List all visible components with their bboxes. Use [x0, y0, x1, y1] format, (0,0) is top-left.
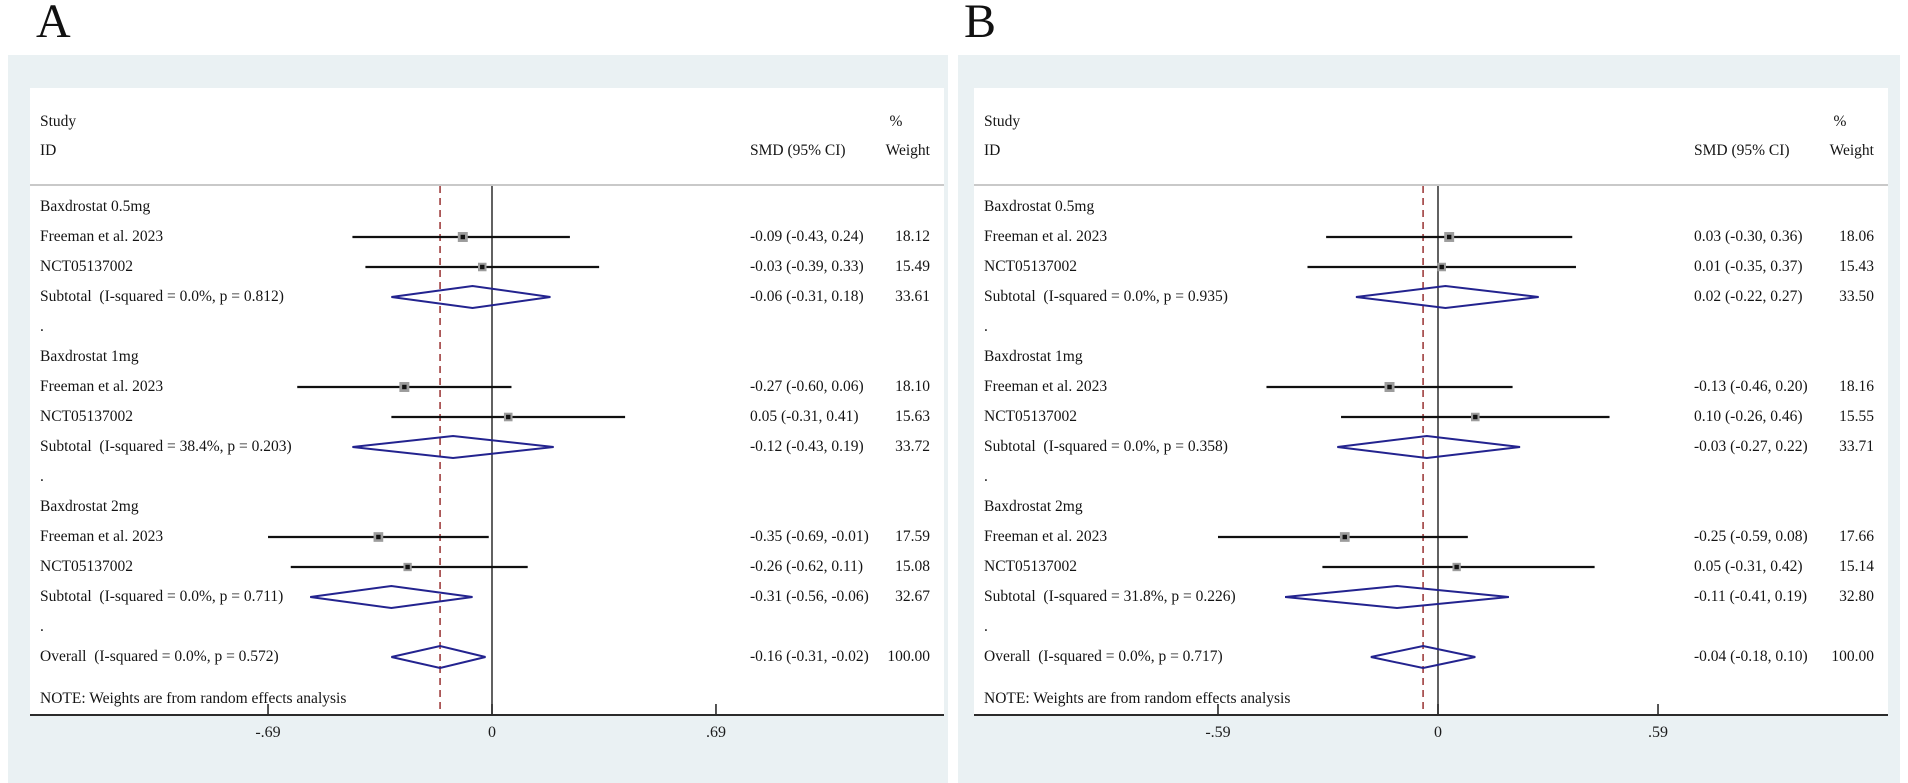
study-row-ci-text: -0.25 (-0.59, 0.08): [1694, 528, 1808, 545]
subtotal-diamond: [391, 286, 550, 308]
x-axis-tick-label: .69: [705, 724, 726, 741]
study-row-ci-text: -0.03 (-0.39, 0.33): [750, 258, 864, 275]
column-header-weight: Weight: [885, 142, 930, 159]
study-row-weight: 18.16: [1839, 378, 1874, 395]
group-label: Baxdrostat 2mg: [40, 498, 139, 515]
study-row-weight: 15.49: [895, 258, 930, 275]
study-row-weight: 15.63: [895, 408, 930, 425]
panel-b-letter: B: [964, 0, 997, 48]
study-row-weight: 18.12: [895, 228, 930, 245]
subtotal-row-label: Subtotal (I-squared = 0.0%, p = 0.935): [984, 288, 1228, 305]
study-row-weight: 18.06: [1839, 228, 1874, 245]
subtotal-row-ci-text: -0.11 (-0.41, 0.19): [1694, 588, 1808, 605]
column-header-effect: SMD (95% CI): [750, 142, 846, 159]
forest-panel-b: [958, 55, 1900, 783]
study-row-ci-text: 0.01 (-0.35, 0.37): [1694, 258, 1803, 275]
column-header-percent: %: [889, 113, 903, 130]
overall-row-weight: 100.00: [887, 648, 930, 665]
group-label: Baxdrostat 1mg: [984, 348, 1083, 365]
overall-row-weight: 100.00: [1831, 648, 1874, 665]
subtotal-row-label: Subtotal (I-squared = 38.4%, p = 0.203): [40, 438, 292, 455]
study-row-label: Freeman et al. 2023: [984, 528, 1108, 545]
column-header-weight: Weight: [1829, 142, 1874, 159]
column-header-effect: SMD (95% CI): [1694, 142, 1790, 159]
subtotal-diamond: [1285, 586, 1509, 608]
study-row-label: Freeman et al. 2023: [40, 378, 164, 395]
overall-diamond: [391, 646, 485, 668]
study-row-ci-text: -0.35 (-0.69, -0.01): [750, 528, 869, 545]
study-row-weight: 15.55: [1839, 408, 1874, 425]
subtotal-row-label: Subtotal (I-squared = 0.0%, p = 0.812): [40, 288, 284, 305]
study-row-weight: 17.59: [895, 528, 930, 545]
subtotal-row-ci-text: -0.06 (-0.31, 0.18): [750, 288, 864, 305]
panel-a-letter: A: [36, 0, 71, 48]
spacer-dot: .: [40, 468, 44, 485]
column-header-id: ID: [40, 142, 57, 159]
effect-marker-center: [506, 415, 510, 419]
subtotal-row-ci-text: -0.31 (-0.56, -0.06): [750, 588, 869, 605]
spacer-dot: .: [984, 618, 988, 635]
study-row-label: NCT05137002: [984, 258, 1077, 275]
study-row-weight: 15.14: [1839, 558, 1874, 575]
subtotal-row-label: Subtotal (I-squared = 0.0%, p = 0.358): [984, 438, 1228, 455]
subtotal-row-ci-text: -0.03 (-0.27, 0.22): [1694, 438, 1808, 455]
effect-marker-center: [1447, 235, 1451, 239]
study-row-weight: 18.10: [895, 378, 930, 395]
effect-marker-center: [1473, 415, 1477, 419]
spacer-dot: .: [984, 318, 988, 335]
study-row-ci-text: -0.13 (-0.46, 0.20): [1694, 378, 1808, 395]
study-row-label: Freeman et al. 2023: [40, 228, 164, 245]
spacer-dot: .: [984, 468, 988, 485]
study-row-ci-text: -0.09 (-0.43, 0.24): [750, 228, 864, 245]
effect-marker-center: [402, 385, 406, 389]
plot-area: [974, 88, 1888, 716]
group-label: Baxdrostat 1mg: [40, 348, 139, 365]
overall-row-ci-text: -0.04 (-0.18, 0.10): [1694, 648, 1808, 665]
effect-marker-center: [1387, 385, 1391, 389]
subtotal-row-label: Subtotal (I-squared = 31.8%, p = 0.226): [984, 588, 1236, 605]
overall-row-label: Overall (I-squared = 0.0%, p = 0.572): [40, 648, 279, 665]
weights-note: NOTE: Weights are from random effects analysis: [40, 690, 347, 707]
study-row-ci-text: 0.05 (-0.31, 0.41): [750, 408, 859, 425]
study-row-ci-text: 0.05 (-0.31, 0.42): [1694, 558, 1803, 575]
subtotal-diamond: [352, 436, 553, 458]
subtotal-row-weight: 32.67: [895, 588, 930, 605]
subtotal-row-ci-text: 0.02 (-0.22, 0.27): [1694, 288, 1803, 305]
effect-marker-center: [1343, 535, 1347, 539]
study-row-label: Freeman et al. 2023: [984, 378, 1108, 395]
study-row-ci-text: 0.10 (-0.26, 0.46): [1694, 408, 1803, 425]
group-label: Baxdrostat 0.5mg: [984, 198, 1095, 215]
study-row-ci-text: -0.26 (-0.62, 0.11): [750, 558, 864, 575]
subtotal-row-weight: 33.71: [1839, 438, 1874, 455]
effect-marker-center: [480, 265, 484, 269]
spacer-dot: .: [40, 618, 44, 635]
effect-marker-center: [1454, 565, 1458, 569]
subtotal-row-weight: 33.50: [1839, 288, 1874, 305]
effect-marker-center: [405, 565, 409, 569]
subtotal-diamond: [1356, 286, 1539, 308]
effect-marker-center: [376, 535, 380, 539]
study-row-weight: 15.43: [1839, 258, 1874, 275]
spacer-dot: .: [40, 318, 44, 335]
column-header-percent: %: [1833, 113, 1847, 130]
study-row-label: Freeman et al. 2023: [40, 528, 164, 545]
study-row-label: NCT05137002: [40, 408, 133, 425]
study-row-label: NCT05137002: [984, 408, 1077, 425]
overall-row-ci-text: -0.16 (-0.31, -0.02): [750, 648, 869, 665]
x-axis-tick-label: -.59: [1205, 724, 1231, 741]
study-row-label: Freeman et al. 2023: [984, 228, 1108, 245]
column-header-study: Study: [984, 113, 1021, 130]
x-axis-tick-label: 0: [488, 724, 496, 741]
effect-marker-center: [461, 235, 465, 239]
x-axis-tick-label: .59: [1648, 724, 1668, 741]
overall-row-label: Overall (I-squared = 0.0%, p = 0.717): [984, 648, 1223, 665]
subtotal-diamond: [310, 586, 472, 608]
effect-marker-center: [1440, 265, 1444, 269]
x-axis-tick-label: 0: [1434, 724, 1442, 741]
subtotal-row-label: Subtotal (I-squared = 0.0%, p = 0.711): [40, 588, 284, 605]
study-row-label: NCT05137002: [40, 258, 133, 275]
study-row-weight: 17.66: [1839, 528, 1874, 545]
study-row-label: NCT05137002: [984, 558, 1077, 575]
column-header-id: ID: [984, 142, 1001, 159]
plot-area: [30, 88, 944, 716]
study-row-ci-text: -0.27 (-0.60, 0.06): [750, 378, 864, 395]
subtotal-row-weight: 33.61: [895, 288, 930, 305]
subtotal-row-ci-text: -0.12 (-0.43, 0.19): [750, 438, 864, 455]
group-label: Baxdrostat 0.5mg: [40, 198, 151, 215]
weights-note: NOTE: Weights are from random effects analysis: [984, 690, 1291, 707]
column-header-study: Study: [40, 113, 77, 130]
x-axis-tick-label: -.69: [255, 724, 281, 741]
subtotal-row-weight: 33.72: [895, 438, 930, 455]
study-row-label: NCT05137002: [40, 558, 133, 575]
subtotal-row-weight: 32.80: [1839, 588, 1874, 605]
forest-panel-a: [8, 55, 948, 783]
study-row-ci-text: 0.03 (-0.30, 0.36): [1694, 228, 1803, 245]
group-label: Baxdrostat 2mg: [984, 498, 1083, 515]
study-row-weight: 15.08: [895, 558, 930, 575]
subtotal-diamond: [1337, 436, 1520, 458]
